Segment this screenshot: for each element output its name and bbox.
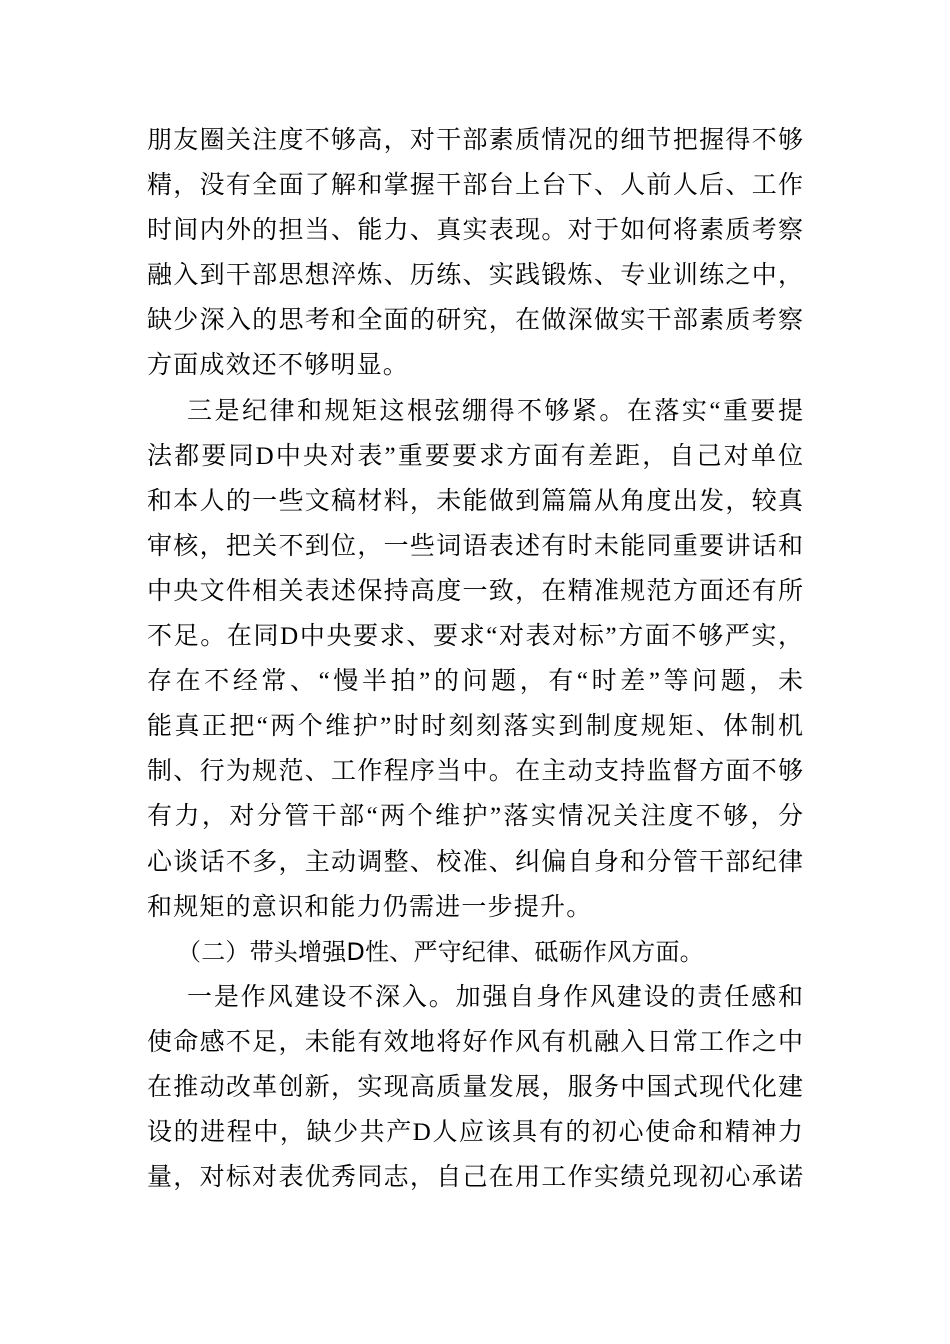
text-line: 精，没有全面了解和掌握干部台上台下、人前人后、工作 <box>147 172 803 200</box>
text-line: 缺少深入的思考和全面的研究，在做深做实干部素质考察 <box>147 307 803 335</box>
text-line: 量，对标对表优秀同志，自己在用工作实绩兑现初心承诺 <box>147 1164 803 1192</box>
paragraph <box>147 118 803 389</box>
paragraph <box>147 389 803 930</box>
text-line: 中央文件相关表述保持高度一致，在精准规范方面还有所 <box>147 577 803 605</box>
text-line: 存在不经常、“慢半拍”的问题，有“时差”等问题，未 <box>147 668 803 696</box>
section-heading <box>147 930 803 975</box>
text-line: 时间内外的担当、能力、真实表现。对于如何将素质考察 <box>147 217 803 245</box>
document-page <box>147 118 803 1200</box>
text-line: 和本人的一些文稿材料，未能做到篇篇从角度出发，较真 <box>147 487 803 515</box>
text-line: 和规矩的意识和能力仍需进一步提升。 <box>147 893 593 921</box>
text-line: 法都要同D中央对表”重要要求方面有差距，自己对单位 <box>147 442 803 470</box>
text-line: （二）带头增强D性、严守纪律、砥砺作风方面。 <box>177 937 704 966</box>
text-line: 融入到干部思想淬炼、历练、实践锻炼、专业训练之中， <box>147 262 803 290</box>
text-line: 设的进程中，缺少共产D人应该具有的初心使命和精神力 <box>147 1119 803 1147</box>
text-line: 一是作风建设不深入。加强自身作风建设的责任感和 <box>187 983 803 1011</box>
text-line: 审核，把关不到位，一些词语表述有时未能同重要讲话和 <box>147 532 803 560</box>
text-line: 使命感不足，未能有效地将好作风有机融入日常工作之中 <box>147 1028 803 1056</box>
text-line: 能真正把“两个维护”时时刻刻落实到制度规矩、体制机 <box>147 713 803 741</box>
paragraph <box>147 975 803 1200</box>
text-line: 不足。在同D中央要求、要求“对表对标”方面不够严实， <box>147 623 803 651</box>
text-line: 三是纪律和规矩这根弦绷得不够紧。在落实“重要提 <box>187 397 803 425</box>
text-line: 在推动改革创新，实现高质量发展，服务中国式现代化建 <box>147 1073 803 1101</box>
text-line: 朋友圈关注度不够高，对干部素质情况的细节把握得不够 <box>147 127 803 154</box>
text-line: 有力，对分管干部“两个维护”落实情况关注度不够，分 <box>147 803 803 831</box>
text-line: 方面成效还不够明显。 <box>147 352 410 380</box>
text-line: 心谈话不多，主动调整、校准、纠偏自身和分管干部纪律 <box>147 848 803 876</box>
text-line: 制、行为规范、工作程序当中。在主动支持监督方面不够 <box>147 758 803 786</box>
